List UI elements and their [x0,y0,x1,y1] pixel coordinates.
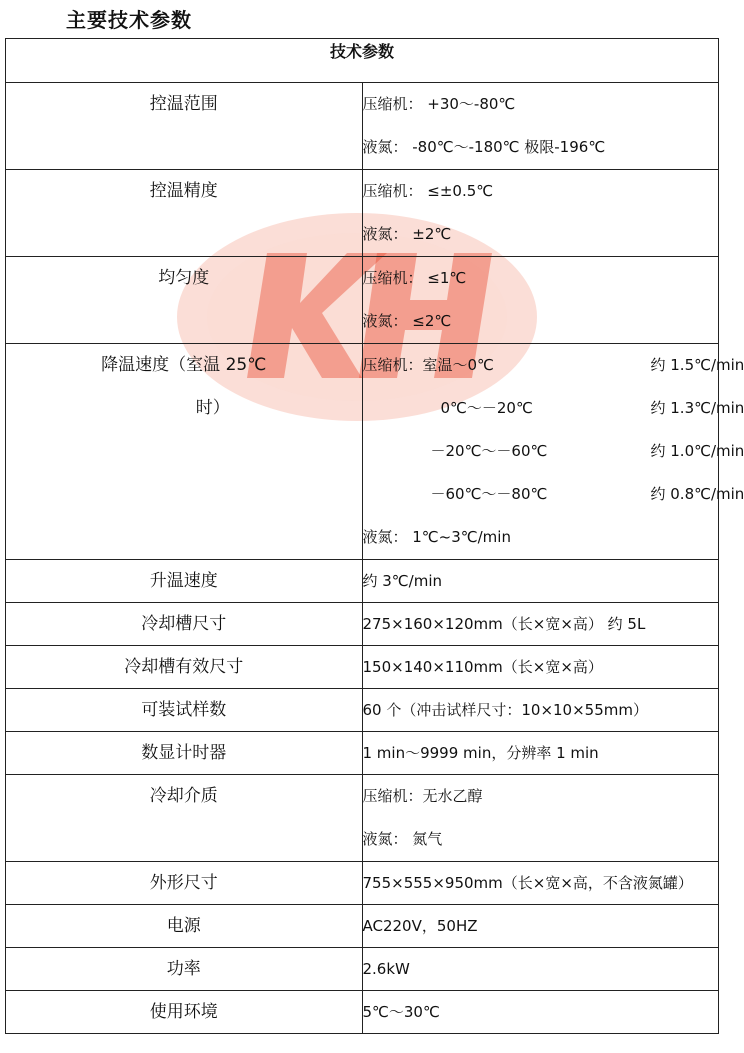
row-label: 控温范围 [149,94,218,114]
row-value: 液氮： -80℃～-180℃ 极限-196℃ [362,138,606,156]
cooling-step-range: －20℃～－60℃ [430,442,548,460]
row-medium [6,775,719,862]
cooling-step [363,387,744,430]
row-value: 150×140×110mm（长×宽×高） [362,658,603,676]
row-value: 1 min～9999 min，分辨率 1 min [362,744,599,762]
row-label: 可装试样数 [141,700,227,720]
cooling-step-rate: 约 0.8℃/min [650,485,744,503]
cooling-step [363,473,744,516]
row-dimensions [6,862,719,905]
cooling-step-range: 压缩机：室温～0℃ [362,356,494,374]
row-value: 压缩机： +30～-80℃ [362,95,516,113]
page-title: 主要技术参数 [66,8,192,32]
row-label: 均匀度 [158,268,210,288]
row-cooling-rate [6,344,719,560]
row-label: 时） [195,398,230,418]
row-value: 液氮： 1℃~3℃/min [362,528,511,546]
row-label: 冷却槽有效尺寸 [124,657,244,677]
row-value: 5℃～30℃ [362,1003,440,1021]
spec-table [5,38,744,1034]
row-label: 使用环境 [149,1002,218,1022]
row-value: 液氮： 氮气 [362,830,443,848]
row-value: 压缩机： ≤±0.5℃ [362,182,494,200]
row-value: 压缩机： ≤1℃ [362,269,467,287]
row-label: 控温精度 [149,181,218,201]
row-tank-size [6,603,719,646]
cooling-step-range: －60℃～－80℃ [430,485,548,503]
row-value: 约 3℃/min [362,572,442,590]
row-label: 降温速度（室温 25℃ [101,355,267,375]
cooling-step-rate: 约 1.3℃/min [650,399,744,417]
row-value: 液氮： ≤2℃ [362,312,452,330]
row-value: AC220V，50HZ [362,917,478,935]
row-value: 2.6kW [362,960,410,978]
cooling-step-range: 0℃～－20℃ [440,399,533,417]
cooling-step-rate: 约 1.0℃/min [650,442,744,460]
table-header: 技术参数 [6,39,719,83]
row-timer [6,732,719,775]
cooling-step [363,430,744,473]
row-uniformity [6,257,719,344]
row-label: 电源 [166,916,201,936]
row-power [6,948,719,991]
row-environment [6,991,719,1034]
row-label: 冷却介质 [149,786,218,806]
row-value: 275×160×120mm（长×宽×高） 约 5L [362,615,646,633]
row-label: 外形尺寸 [149,873,218,893]
row-label: 数显计时器 [141,743,227,763]
row-label: 冷却槽尺寸 [141,614,227,634]
row-value: 60 个（冲击试样尺寸：10×10×55mm） [362,701,648,719]
row-temp-precision [6,170,719,257]
cooling-step [362,344,744,387]
cooling-step-rate: 约 1.5℃/min [650,356,744,374]
row-value: 755×555×950mm（长×宽×高，不含液氮罐） [362,874,693,892]
row-power-supply [6,905,719,948]
row-value: 液氮： ±2℃ [362,225,452,243]
row-temp-range [6,83,719,170]
row-samples [6,689,719,732]
row-heating-rate [6,560,719,603]
row-label: 升温速度 [149,571,218,591]
row-label: 功率 [166,959,201,979]
row-value: 压缩机：无水乙醇 [362,787,483,805]
row-tank-effective [6,646,719,689]
